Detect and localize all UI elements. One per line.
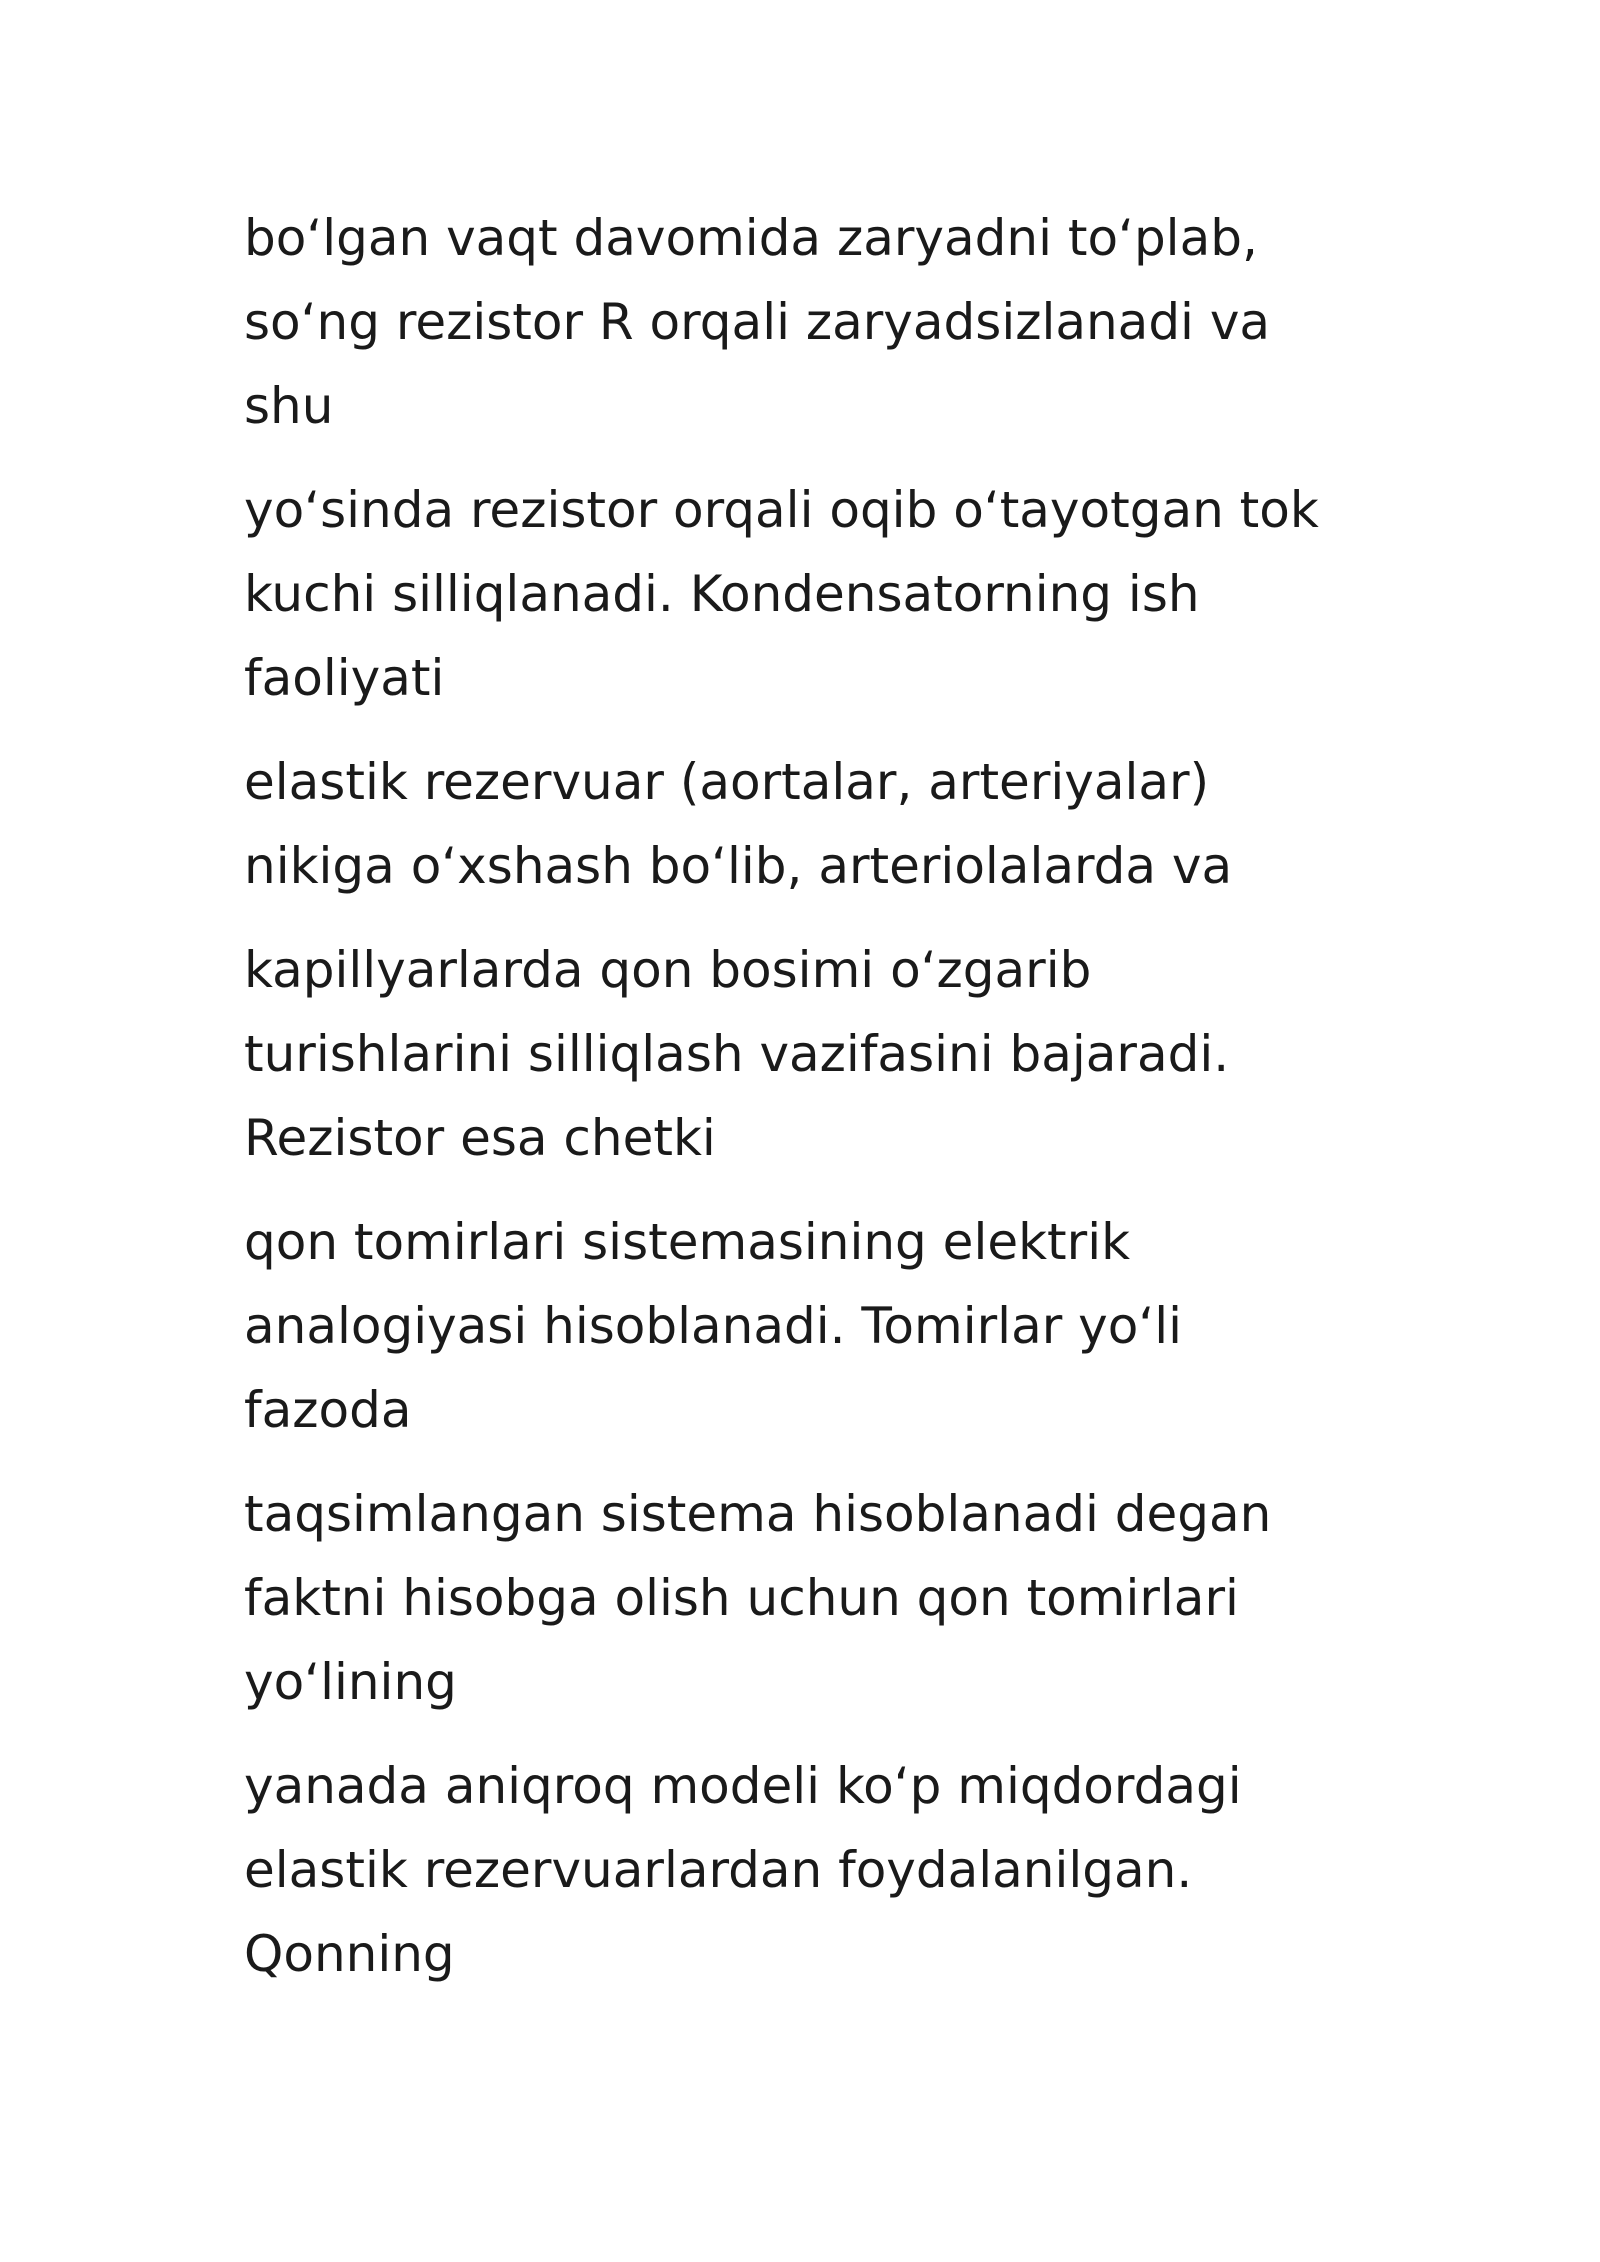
text-line: bo‘lgan vaqt davomida zaryadni to‘plab, <box>244 209 1258 267</box>
text-line: nikiga o‘xshash bo‘lib, arteriolalarda va <box>244 837 1233 895</box>
text-line: yo‘lining <box>244 1653 457 1711</box>
paragraph-3 <box>244 740 1384 908</box>
text-line: yo‘sinda rezistor orqali oqib o‘tayotgan tok <box>244 481 1319 539</box>
paragraph-1 <box>244 196 1384 448</box>
text-line: Qonning <box>244 1925 455 1983</box>
text-line: faktni hisobga olish uchun qon tomirlari <box>244 1569 1239 1627</box>
text-line: qon tomirlari sistemasining elektrik <box>244 1213 1131 1271</box>
text-line: taqsimlangan sistema hisoblanadi degan <box>244 1485 1272 1543</box>
text-line: yanada aniqroq modeli ko‘p miqdordagi <box>244 1757 1242 1815</box>
text-line: analogiyasi hisoblanadi. Tomirlar yo‘li <box>244 1297 1183 1355</box>
text-line: turishlarini silliqlash vazifasini bajaradi. <box>244 1025 1230 1083</box>
paragraph-7 <box>244 1744 1384 1996</box>
text-line: kuchi silliqlanadi. Kondensatorning ish <box>244 565 1200 623</box>
text-line: Rezistor esa chetki <box>244 1109 716 1167</box>
text-line: kapillyarlarda qon bosimi o‘zgarib <box>244 941 1092 999</box>
text-line: faoliyati <box>244 649 445 707</box>
text-line: elastik rezervuar (aortalar, arteriyalar) <box>244 753 1210 811</box>
text-line: elastik rezervuarlardan foydalanilgan. <box>244 1841 1193 1899</box>
paragraph-5 <box>244 1200 1384 1452</box>
document-body <box>244 196 1384 2016</box>
text-line: so‘ng rezistor R orqali zaryadsizlanadi va <box>244 293 1271 351</box>
paragraph-6 <box>244 1472 1384 1724</box>
text-line: fazoda <box>244 1381 412 1439</box>
text-line: shu <box>244 377 334 435</box>
paragraph-4 <box>244 928 1384 1180</box>
paragraph-2 <box>244 468 1384 720</box>
